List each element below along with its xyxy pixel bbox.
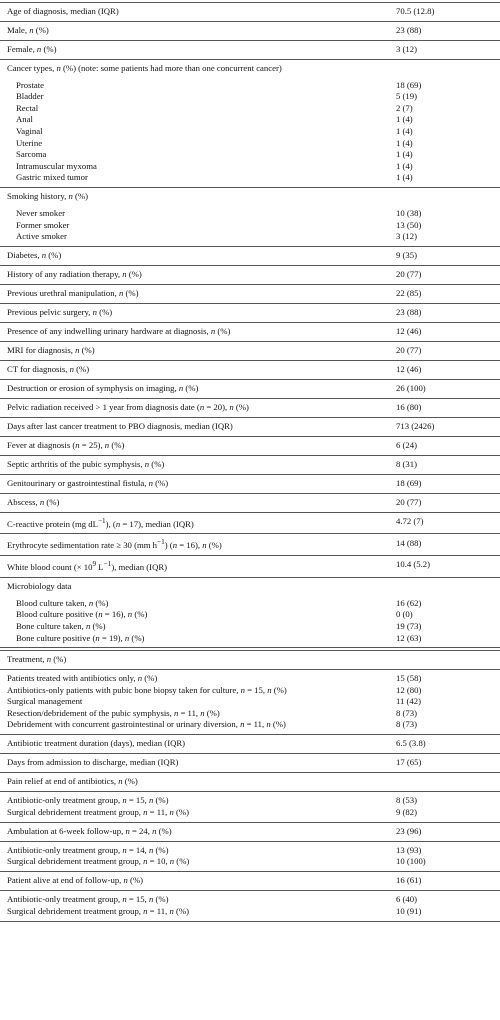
row-value: 10 (91)	[396, 906, 422, 917]
table-row	[0, 459, 500, 471]
row-value: 16 (62)	[396, 597, 422, 608]
row-label: Blood culture taken, n (%)	[16, 597, 109, 608]
table-row	[0, 581, 500, 593]
table-row	[0, 63, 500, 75]
row-value: 8 (73)	[396, 707, 417, 718]
table-section	[0, 247, 500, 265]
table-subrow	[0, 231, 500, 243]
row-label: Treatment, n (%)	[7, 654, 67, 665]
table-section	[0, 534, 500, 555]
table-subrow	[0, 103, 500, 115]
row-label: Genitourinary or gastrointestinal fistula, n (%)	[7, 477, 169, 488]
row-label: Rectal	[16, 102, 39, 113]
row-label: Uterine	[16, 137, 43, 148]
table-section	[0, 494, 500, 512]
row-label: Antibiotic-only treatment group, n = 15, n (%)	[7, 795, 169, 806]
table-section	[0, 475, 500, 493]
row-label: Antibiotics-only patients with pubic bone biopsy taken for culture, n = 15, n (%)	[7, 684, 287, 695]
table-row	[0, 345, 500, 357]
row-label: Pain relief at end of antibiotics, n (%)	[7, 776, 138, 787]
table-row	[0, 708, 500, 720]
row-value: 8 (73)	[396, 719, 417, 730]
row-label: Bone culture positive (n = 19), n (%)	[16, 632, 145, 643]
table-section	[0, 266, 500, 284]
table-section	[0, 872, 500, 890]
table-row	[0, 6, 500, 18]
table-section	[0, 361, 500, 379]
table-row	[0, 856, 500, 868]
table-subrow	[0, 633, 500, 645]
table-subrow	[0, 598, 500, 610]
table-row	[0, 807, 500, 819]
table-section	[0, 22, 500, 40]
row-value: 3 (12)	[396, 231, 417, 242]
table-row	[0, 845, 500, 857]
row-label: Bone culture taken, n (%)	[16, 621, 106, 632]
table-section	[0, 823, 500, 841]
row-label: Sarcoma	[16, 149, 47, 160]
table-subrow	[0, 609, 500, 621]
table-row	[0, 250, 500, 262]
row-label: Active smoker	[16, 231, 67, 242]
row-value: 1 (4)	[396, 172, 413, 183]
table-subrow	[0, 172, 500, 184]
row-value: 23 (88)	[396, 307, 422, 318]
table-row	[0, 795, 500, 807]
row-value: 19 (73)	[396, 621, 422, 632]
table-row	[0, 738, 500, 750]
row-value: 12 (46)	[396, 326, 422, 337]
table-row	[0, 719, 500, 731]
table-section	[0, 578, 500, 647]
row-label: Surgical debridement treatment group, n = 10, n (%)	[7, 856, 190, 867]
table-row	[0, 497, 500, 509]
row-label: Patients treated with antibiotics only, n (%)	[7, 673, 158, 684]
row-label: Resection/debridement of the pubic symphysis, n = 11, n (%)	[7, 707, 220, 718]
row-label: Debridement with concurrent gastrointestinal or urinary diversion, n = 11, n (%)	[7, 719, 286, 730]
table-row	[0, 440, 500, 452]
row-label: Days after last cancer treatment to PBO diagnosis, median (IQR)	[7, 420, 233, 431]
row-label: CT for diagnosis, n (%)	[7, 363, 90, 374]
row-label: Surgical management	[7, 696, 83, 707]
row-value: 9 (35)	[396, 250, 417, 261]
row-label: Bladder	[16, 91, 44, 102]
row-value: 5 (19)	[396, 91, 417, 102]
row-value: 26 (100)	[396, 382, 426, 393]
table-row	[0, 402, 500, 414]
row-value: 23 (88)	[396, 25, 422, 36]
row-value: 20 (77)	[396, 345, 422, 355]
row-value: 22 (85)	[396, 288, 422, 299]
row-label: Patient alive at end of follow-up, n (%)	[7, 875, 144, 886]
row-value: 70.5 (12.8)	[396, 6, 435, 17]
table-subrow	[0, 114, 500, 126]
table-row	[0, 307, 500, 319]
row-value: 10.4 (5.2)	[396, 559, 431, 570]
row-value: 13 (93)	[396, 844, 422, 855]
table-section	[0, 323, 500, 341]
row-value: 2 (7)	[396, 102, 413, 113]
row-label: Septic arthritis of the pubic symphysis, n (%)	[7, 458, 165, 469]
table-row	[0, 326, 500, 338]
row-label: Antibiotic-only treatment group, n = 14, n (%)	[7, 844, 169, 855]
table-row	[0, 288, 500, 300]
table-row	[0, 826, 500, 838]
row-value: 9 (82)	[396, 806, 417, 817]
row-value: 6 (40)	[396, 894, 417, 905]
row-value: 1 (4)	[396, 137, 413, 148]
table-row	[0, 757, 500, 769]
table-subrow	[0, 138, 500, 150]
table-row	[0, 44, 500, 56]
row-label: History of any radiation therapy, n (%)	[7, 269, 142, 280]
row-value: 0 (0)	[396, 609, 413, 620]
row-value: 10 (100)	[396, 856, 426, 867]
row-value: 1 (4)	[396, 160, 413, 171]
row-label: Blood culture positive (n = 16), n (%)	[16, 609, 148, 620]
table-row	[0, 559, 500, 573]
row-label: Surgical debridement treatment group, n = 11, n (%)	[7, 806, 189, 817]
row-label: Abscess, n (%)	[7, 496, 60, 507]
row-label: Never smoker	[16, 208, 65, 218]
table-section	[0, 735, 500, 753]
table-subrow	[0, 208, 500, 220]
table-row	[0, 478, 500, 490]
row-label: Diabetes, n (%)	[7, 250, 62, 261]
row-value: 18 (69)	[396, 79, 422, 90]
row-value: 13 (50)	[396, 219, 422, 230]
row-value: 14 (88)	[396, 537, 422, 548]
row-label: Gastric mixed tumor	[16, 172, 88, 183]
table-section	[0, 513, 500, 534]
row-value: 12 (46)	[396, 363, 422, 374]
row-label: Anal	[16, 114, 33, 125]
row-label: Microbiology data	[7, 581, 72, 592]
table-row	[0, 269, 500, 281]
row-value: 713 (2426)	[396, 420, 435, 431]
row-label: Antibiotic-only treatment group, n = 15, n (%)	[7, 894, 169, 905]
table-row	[0, 875, 500, 887]
table-subrow	[0, 161, 500, 173]
table-section	[0, 792, 500, 822]
table-section	[0, 418, 500, 436]
row-label: MRI for diagnosis, n (%)	[7, 345, 95, 355]
row-label: Previous pelvic surgery, n (%)	[7, 307, 113, 318]
table-subrow	[0, 80, 500, 92]
table-section	[0, 188, 500, 246]
row-label: Presence of any indwelling urinary hardware at diagnosis, n (%)	[7, 326, 231, 337]
row-label: Days from admission to discharge, median (IQR)	[7, 757, 179, 768]
row-label: Age of diagnosis, median (IQR)	[7, 6, 119, 17]
row-value: 1 (4)	[396, 126, 413, 137]
row-value: 8 (53)	[396, 795, 417, 806]
row-label: Previous urethral manipulation, n (%)	[7, 288, 139, 299]
row-value: 4.72 (7)	[396, 515, 424, 526]
row-value: 12 (80)	[396, 684, 422, 695]
row-value: 3 (12)	[396, 44, 417, 55]
row-value: 6 (24)	[396, 439, 417, 450]
table-section	[0, 399, 500, 417]
row-value: 1 (4)	[396, 114, 413, 125]
table-row	[0, 776, 500, 788]
table-subrow	[0, 220, 500, 232]
table-row	[0, 383, 500, 395]
table-section	[0, 556, 500, 577]
table-row	[0, 654, 500, 666]
row-label: Female, n (%)	[7, 44, 57, 55]
row-label: Ambulation at 6-week follow-up, n = 24, n (%)	[7, 825, 172, 836]
table-subrow	[0, 126, 500, 138]
table-section	[0, 891, 500, 921]
row-value: 20 (77)	[396, 269, 422, 280]
table-section	[0, 754, 500, 772]
row-value: 16 (61)	[396, 875, 422, 886]
table-row	[0, 25, 500, 37]
table-section	[0, 342, 500, 360]
row-value: 6.5 (3.8)	[396, 738, 426, 749]
row-value: 17 (65)	[396, 757, 422, 768]
row-label: Former smoker	[16, 219, 70, 230]
row-label: Male, n (%)	[7, 25, 49, 36]
table-section	[0, 842, 500, 872]
table-row	[0, 516, 500, 530]
table-section	[0, 437, 500, 455]
row-label: Antibiotic treatment duration (days), median (IQR)	[7, 738, 186, 749]
table-section	[0, 3, 500, 21]
row-value: 12 (63)	[396, 632, 422, 643]
row-label: Vaginal	[16, 126, 43, 137]
table-section	[0, 380, 500, 398]
row-label: Cancer types, n (%) (note: some patients had more than one concurrent cancer)	[7, 63, 282, 74]
table-section	[0, 773, 500, 791]
table-row	[0, 894, 500, 906]
row-label: Pelvic radiation received > 1 year from diagnosis date (n = 20), n (%)	[7, 401, 249, 412]
row-label: Smoking history, n (%)	[7, 191, 89, 202]
table-row	[0, 538, 500, 552]
row-value: 18 (69)	[396, 477, 422, 488]
table-section	[0, 670, 500, 734]
row-value: 10 (38)	[396, 208, 422, 218]
row-label: Intramuscular myxoma	[16, 160, 97, 171]
row-value: 8 (31)	[396, 458, 417, 469]
table-section	[0, 285, 500, 303]
table-subrow	[0, 621, 500, 633]
row-label: Destruction or erosion of symphysis on imaging, n (%)	[7, 382, 199, 393]
table-row	[0, 364, 500, 376]
table-row	[0, 673, 500, 685]
table-section	[0, 304, 500, 322]
table-subrow	[0, 91, 500, 103]
table-section	[0, 41, 500, 59]
table-rule	[0, 921, 500, 922]
row-value: 15 (58)	[396, 673, 422, 684]
table-row	[0, 191, 500, 203]
table-row	[0, 906, 500, 918]
row-value: 23 (96)	[396, 825, 422, 836]
table-row	[0, 696, 500, 708]
row-label: Prostate	[16, 79, 44, 90]
table-section	[0, 651, 500, 669]
row-label: Fever at diagnosis (n = 25), n (%)	[7, 439, 125, 450]
table-subrow	[0, 149, 500, 161]
table-section	[0, 60, 500, 187]
table-row	[0, 421, 500, 433]
row-value: 1 (4)	[396, 149, 413, 160]
row-value: 11 (42)	[396, 696, 422, 707]
row-value: 20 (77)	[396, 496, 422, 507]
row-label: Surgical debridement treatment group, n = 11, n (%)	[7, 906, 189, 917]
table-section	[0, 456, 500, 474]
row-value: 16 (80)	[396, 401, 422, 412]
row-label: Erythrocyte sedimentation rate ≥ 30 (mm $h^{-1}$) (n = 16), n (%)	[7, 538, 222, 551]
table-row	[0, 685, 500, 697]
row-label: White blood count (× $10^9$ $L^{-1}$), median (IQR)	[7, 560, 168, 573]
row-label: C-reactive protein (mg $dL^{-1}$), (n = 17), median (IQR)	[7, 516, 194, 529]
